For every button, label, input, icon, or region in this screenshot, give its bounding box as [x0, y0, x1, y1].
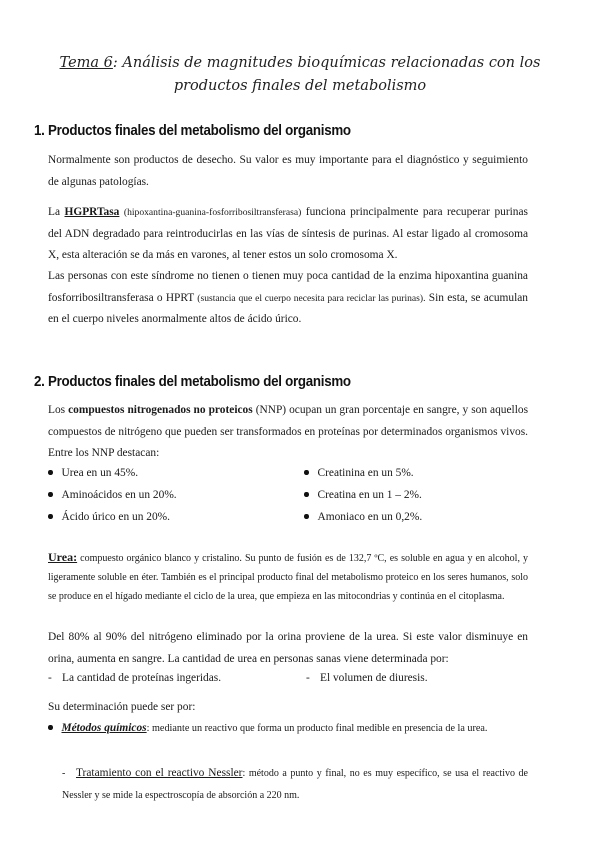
method-item: Métodos químicos: mediante un reactivo que forma un producto final medible en presencia de la urea. [48, 718, 528, 739]
bullet-icon [304, 492, 309, 497]
bullet-icon [48, 725, 53, 730]
bullet-icon [48, 470, 53, 475]
bullet-icon [304, 514, 309, 519]
document-title [40, 52, 560, 98]
urea-paragraph: Urea: compuesto orgánico blanco y cristalino. Su punto de fusión es de 132,7 ºC, es soluble en agua y en alcohol, y ligeramente soluble en éter. También es el principal producto final del metabolismo proteico en los seres humanos, solo se produce en el hígado mediante el ciclo de la urea, que empieza en las mitocondrias y continúa en el citoplasma. [48, 550, 528, 602]
method-term: Métodos químicos [61, 722, 147, 734]
urea-term: Urea: [48, 550, 78, 564]
list-item: Urea en un 45%. [48, 462, 138, 484]
title-line-1: Tema 6: Análisis de magnitudes bioquímicas relacionadas con los [59, 55, 541, 71]
list-item: Creatinina en un 5%. [304, 462, 414, 484]
determination-intro: Su determinación puede ser por: [48, 701, 196, 713]
list-item: Ácido úrico en un 20%. [48, 506, 170, 528]
list-item: Creatina en un 1 – 2%. [304, 484, 422, 506]
bullet-icon [48, 514, 53, 519]
section-1-paragraph-1: Normalmente son productos de desecho. Su valor es muy importante para el diagnóstico y seguimiento de algunas patologías. [48, 154, 528, 188]
nessler-term: Tratamiento con el reactivo Nessler [76, 767, 243, 779]
bullet-icon [48, 492, 53, 497]
section-1-heading: 1. Productos finales del metabolismo del organismo [34, 123, 351, 139]
urea-paragraph-2: Del 80% al 90% del nitrógeno eliminado por la orina proviene de la urea. Si este valor disminuye en orina, aumenta en sangre. La cantidad de urea en personas sanas viene determinada por: [48, 631, 528, 665]
section-2-heading: 2. Productos finales del metabolismo del organismo [34, 374, 351, 390]
title-line-2: productos finales del metabolismo [173, 78, 427, 94]
nnp-term: compuestos nitrogenados no proteicos [68, 404, 253, 416]
section-1-paragraph-2: La HGPRTasa (hipoxantina-guanina-fosforribosiltransferasa) funciona principalmente para recuperar purinas del ADN degradado para reintroducirlas en las vías de síntesis de purinas. Al estar ligado al cromosoma X, esta alteración se da más en varones, al tener estos un solo cromosoma X. [48, 206, 528, 261]
section-1-paragraph-3: Las personas con este síndrome no tienen o tienen muy poca cantidad de la enzima hipoxantina guanina fosforribosiltransferasa o HPRT (sustancia que el cuerpo necesita para reciclar las purinas). Sin esta, se acumulan en el cuerpo niveles anormalmente altos de ácido úrico. [48, 270, 529, 325]
list-item: Amoniaco en un 0,2%. [304, 506, 422, 528]
bullet-icon [304, 470, 309, 475]
nessler-item: - Tratamiento con el reactivo Nessler: método a punto y final, no es muy específico, se usa el reactivo de Nessler y se mide la espectroscopía de absorción a 220 nm. [62, 767, 528, 801]
topic-label: Tema 6 [59, 55, 113, 71]
dash-item: - La cantidad de proteínas ingeridas. [48, 672, 222, 684]
nnp-intro-paragraph: Los compuestos nitrogenados no proteicos (NNP) ocupan un gran porcentaje en sangre, y son aquellos compuestos de nitrógeno que pueden ser transformados en proteínas por determinados organismos vivos. Entre los NNP destacan: [48, 404, 529, 459]
dash-item: - El volumen de diuresis. [306, 672, 428, 684]
list-item: Aminoácidos en un 20%. [48, 484, 177, 506]
hgprtasa-term: HGPRTasa [64, 206, 120, 218]
